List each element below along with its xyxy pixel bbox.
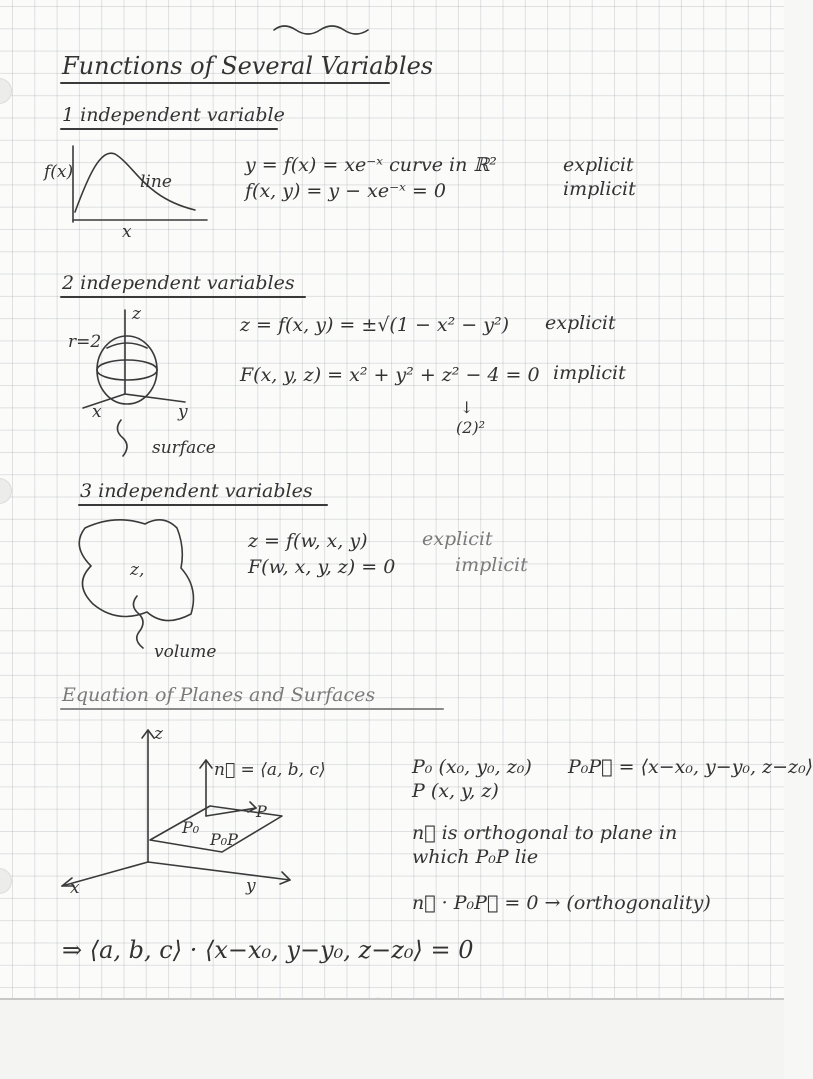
graph-4-z-label: z <box>154 724 163 744</box>
graph-2-sphere <box>75 300 225 460</box>
graph-4-vector-label: P₀P <box>210 830 238 849</box>
section-1-heading: 1 independent variable <box>62 104 285 126</box>
punch-hole <box>0 478 12 504</box>
final-equation: ⇒ ⟨a, b, c⟩ · ⟨x−x₀, y−y₀, z−z₀⟩ = 0 <box>62 936 474 964</box>
graph-1-curve-label: line <box>140 172 172 192</box>
section-2-aside: (2)² <box>456 418 486 437</box>
graph-2-radius-label: r=2 <box>68 332 102 352</box>
punch-hole <box>0 868 12 894</box>
dot-product-line: n⃗ · P₀P⃗ = 0 → (orthogonality) <box>412 892 711 914</box>
section-2-note-2: implicit <box>553 362 626 384</box>
page-title: Functions of Several Variables <box>62 52 434 80</box>
graph-4-p0-label: P₀ <box>182 818 200 837</box>
graph-4-normal-label: n⃗ = ⟨a, b, c⟩ <box>214 760 326 780</box>
section-4-heading: Equation of Planes and Surfaces <box>62 684 376 706</box>
section-3-note-1: explicit <box>422 528 493 550</box>
graph-3-inner-label: z, <box>130 560 145 580</box>
section-3-underline <box>78 504 328 506</box>
graph-4-p-label: P <box>256 802 267 821</box>
section-1-note-2: implicit <box>563 178 636 200</box>
graph-4-x-label: x <box>70 878 80 898</box>
section-3-eq-1: z = f(w, x, y) <box>248 530 368 552</box>
graph-2-z-label: z <box>132 304 141 324</box>
point-p: P (x, y, z) <box>412 780 499 802</box>
section-3-heading: 3 independent variables <box>80 480 313 502</box>
section-2-note-1: explicit <box>545 312 616 334</box>
graph-3-volume <box>65 510 225 660</box>
section-2-arrow: ↓ <box>460 398 474 417</box>
graph-4-plane <box>50 720 310 900</box>
graph-2-caption: surface <box>152 438 216 458</box>
graph-3-caption: volume <box>154 642 217 662</box>
graph-4-y-label: y <box>246 876 256 896</box>
graph-2-x-label: x <box>92 402 102 422</box>
section-2-eq-1: z = f(x, y) = ±√(1 − x² − y²) <box>240 314 510 336</box>
graph-2-y-label: y <box>178 402 188 422</box>
section-3-eq-2: F(w, x, y, z) = 0 <box>248 556 396 578</box>
section-2-heading: 2 independent variables <box>62 272 295 294</box>
scan-background <box>0 1000 784 1079</box>
section-2-eq-2: F(x, y, z) = x² + y² + z² − 4 = 0 <box>240 364 540 386</box>
orthogonal-statement-1: n⃗ is orthogonal to plane in <box>412 822 678 844</box>
section-4-underline <box>60 708 444 710</box>
header-scribble <box>270 18 380 38</box>
vector-definition: P₀P⃗ = ⟨x−x₀, y−y₀, z−z₀⟩ <box>568 756 813 778</box>
section-3-note-2: implicit <box>455 554 528 576</box>
section-1-eq-1: y = f(x) = xe⁻ˣ curve in ℝ² <box>245 154 497 176</box>
section-1-underline <box>60 128 278 130</box>
point-p0: P₀ (x₀, y₀, z₀) <box>412 756 532 778</box>
section-1-note-1: explicit <box>563 154 634 176</box>
graph-1-curve <box>45 140 220 235</box>
title-underline <box>60 82 390 84</box>
graph-1-x-label: x <box>122 222 132 242</box>
orthogonal-statement-2: which P₀P lie <box>412 846 539 868</box>
graph-1-y-label: f(x) <box>44 162 74 182</box>
punch-hole <box>0 78 12 104</box>
section-2-underline <box>60 296 306 298</box>
section-1-eq-2: f(x, y) = y − xe⁻ˣ = 0 <box>245 180 446 202</box>
